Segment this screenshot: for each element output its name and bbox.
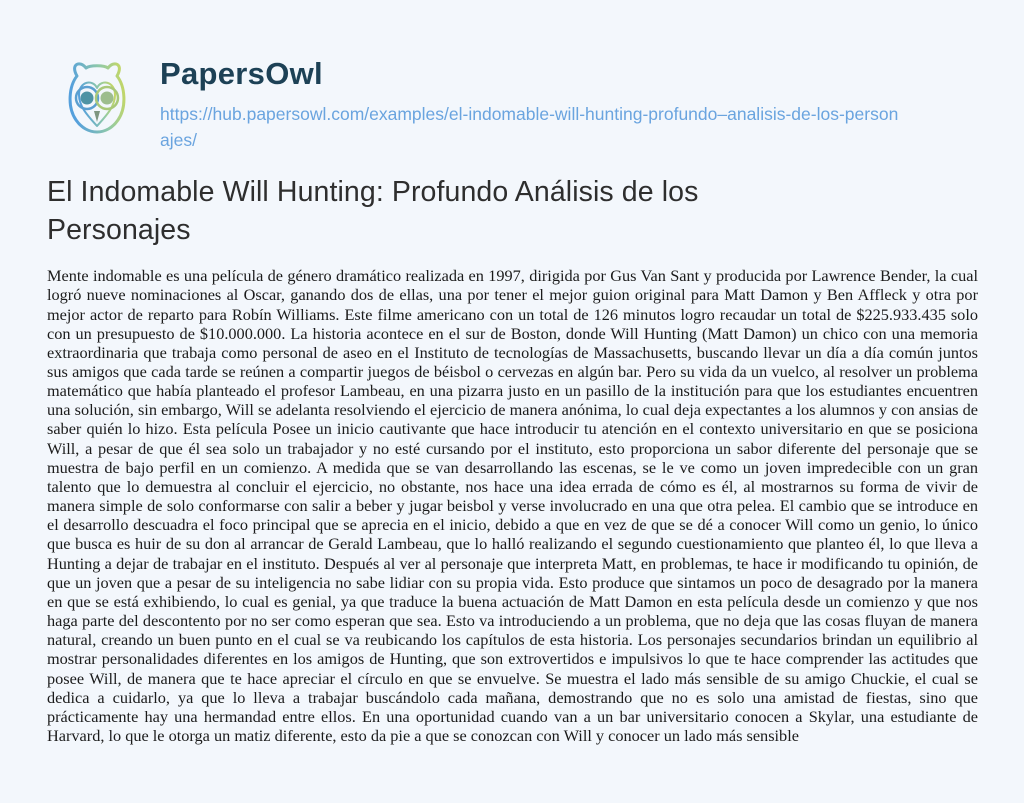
brand-name: PapersOwl xyxy=(160,56,323,91)
source-url-link[interactable]: https://hub.papersowl.com/examples/el-indomable-will-hunting-profundo–analisis-de-los-personajes/ xyxy=(160,103,899,150)
page-title: El Indomable Will Hunting: Profundo Análisis de los Personajes xyxy=(47,176,699,246)
article-body: Mente indomable es una película de género dramático realizada en 1997, dirigida por Gus Van Sant y producida por Lawrence Bender, la cual logró nueve nominaciones al Oscar, ganando dos de ellas, una por tener el mejor guion original para Matt Damon y Ben Affleck y otra por mejor actor de reparto para Robín Williams. Este filme americano con un total de 126 minutos logro recaudar un total de $225.933.435 solo con un presupuesto de $10.000.000. La historia acontece en el sur de Boston, donde Will Hunting (Matt Damon) un chico con una memoria extraordinaria que trabaja como personal de aseo en el Instituto de tecnologías de Massachusetts, buscando llevar un día a día común juntos sus amigos que cada tarde se reúnen a compartir juegos de béisbol o cervezas en algún bar. Pero su vida da un vuelco, al resolver un problema matemático que había planteado el profesor Lambeau, en una pizarra justo en un pasillo de la institución para que los estudiantes encuentren una solución, sin embargo, Will se adelanta resolviendo el ejercicio de manera anónima, lo cual deja expectantes a los alumnos y con ansias de saber quién lo hizo. Esta película Posee un inicio cautivante que hace introducir tu atención en el contexto universitario en que se posiciona Will, a pesar de que él sea solo un trabajador y no esté cursando por el instituto, esto proporciona un sabor diferente del personaje que se muestra de bajo perfil en un comienzo. A medida que se van desarrollando las escenas, se le ve como un joven impredecible con un gran talento que lo demuestra al concluir el ejercicio, no obstante, nos hace una idea errada de cómo es él, al mostrarnos su forma de vivir de manera simple de solo conformarse con salir a beber y jugar beisbol y verse involucrado en una que otra pelea. El cambio que se introduce en el desarrollo descuadra el foco principal que se aprecia en el inicio, debido a que en vez de que se dé a conocer Will como un genio, lo único que busca es huir de su don al arrancar de Gerald Lambeau, que lo halló realizando el segundo cuestionamiento que planteo él, lo que lleva a Hunting a dejar de trabajar en el instituto. Después al ver al personaje que interpreta Matt, en problemas, te hace ir modificando tu opinión, de que un joven que a pesar de su inteligencia no sabe lidiar con su propia vida. Esto produce que sintamos un poco de desagrado por la manera en que se está exhibiendo, lo cual es genial, ya que traduce la buena actuación de Matt Damon en esta película desde un comienzo y que nos haga parte del descontento por no ser como esperan que sea. Esto va introduciendo a un problema, que no deja que las cosas fluyan de manera natural, creando un buen punto en el cual se va reubicando los capítulos de esta historia. Los personajes secundarios brindan un equilibrio al mostrar personalidades diferentes en los amigos de Hunting, que son extrovertidos e impulsivos lo que te hace comprender las actitudes que posee Will, de manera que te hace apreciar el círculo en que se envuelve. Se muestra el lado más sensible de su amigo Chuckie, el cual se dedica a cuidarlo, ya que lo lleva a trabajar buscándolo cada mañana, demostrando que no es solo una amistad de fiestas, sino que prácticamente hay una hermandad entre ellos. En una oportunidad cuando van a un bar universitario conocen a Skylar, una estudiante de Harvard, lo que le otorga un matiz diferente, esto da pie a que se conozcan con Will y conocer un lado más sensible xyxy=(47,266,978,745)
header xyxy=(47,55,978,155)
papersowl-owl-logo-icon xyxy=(47,55,147,155)
header-text xyxy=(160,55,908,153)
